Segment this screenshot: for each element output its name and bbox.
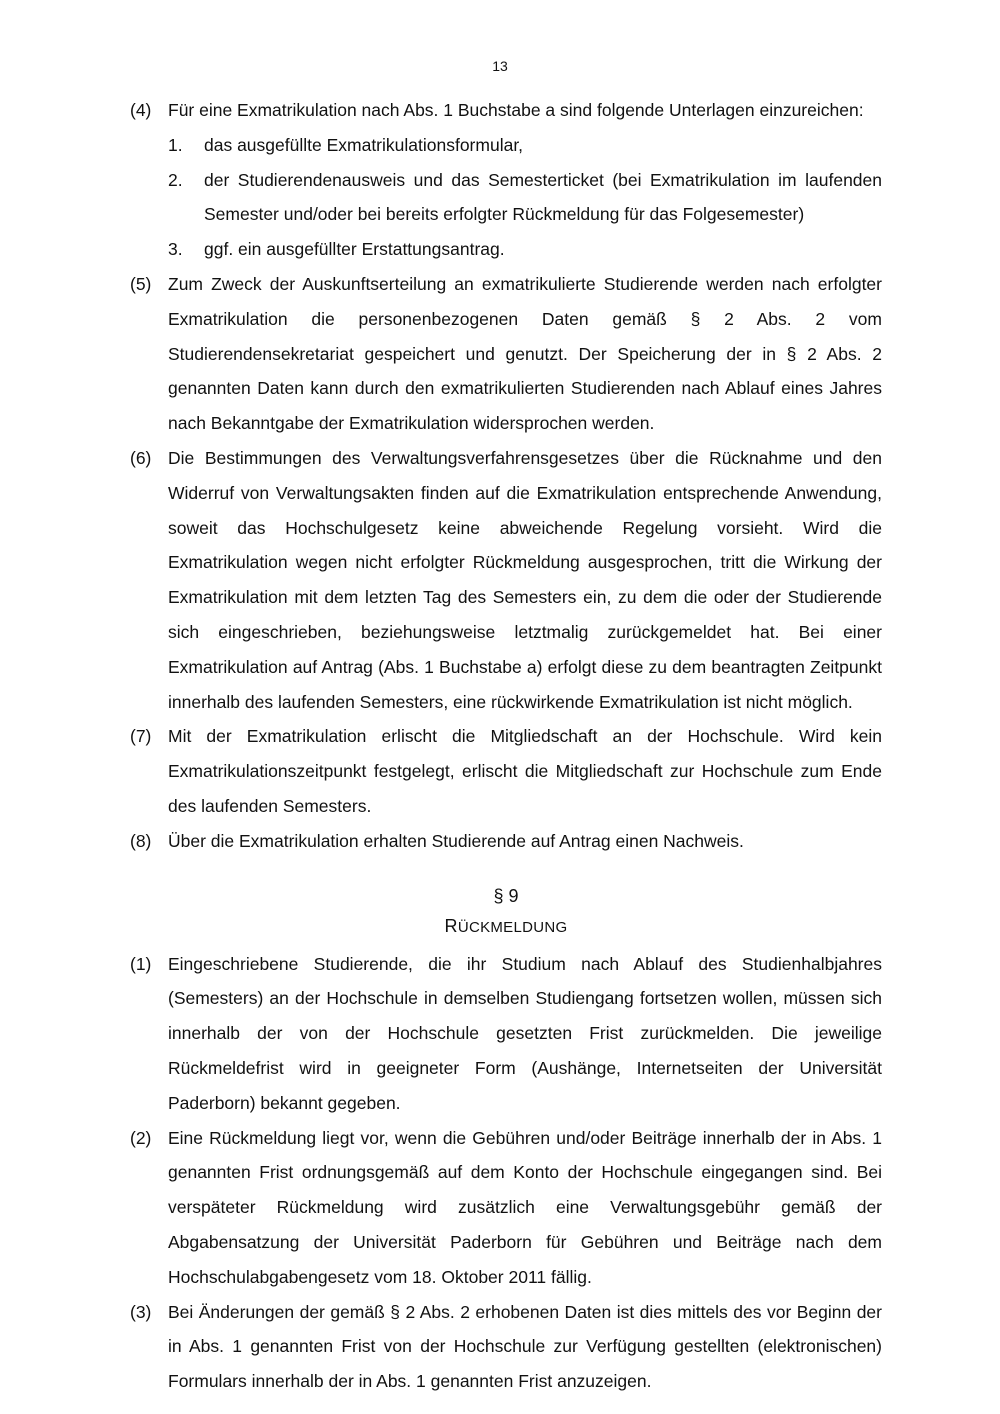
paragraph-text: Eingeschriebene Studierende, die ihr Studium nach Ablauf des Studienhalbjahres (Semesters) an der Hochschule in demselben Studiengang fortsetzen wollen, müssen sich innerhalb der von der Hochschule gesetzten Frist zurückmelden. Die jeweilige Rückmeldefrist wird in geeigneter Form (Aushänge, Internetseiten der Universität Paderborn) bekannt gegeben. <box>168 953 882 1113</box>
paragraph-number: (1) <box>130 953 152 974</box>
paragraph-9-2 <box>130 1121 882 1295</box>
list-item <box>168 232 882 267</box>
document-body <box>130 93 882 1399</box>
list-item-number: 2. <box>168 169 183 190</box>
paragraph-text: Mit der Exmatrikulation erlischt die Mitgliedschaft an der Hochschule. Wird kein Exmatrikulationszeitpunkt festgelegt, erlischt die Mitgliedschaft zur Hochschule zum Ende des laufenden Semesters. <box>168 726 882 816</box>
paragraph-number: (8) <box>130 830 152 851</box>
section-subtitle <box>130 911 882 943</box>
paragraph-text: Eine Rückmeldung liegt vor, wenn die Gebühren und/oder Beiträge innerhalb der in Abs. 1 genannten Frist ordnungsgemäß auf dem Konto der Hochschule eingegangen sind. Bei verspäteter Rückmeldung wird zusätzlich eine Verwaltungsgebühr gemäß der Abgabensatzung der Universität Paderborn für Gebühren und Beiträge nach dem Hochschulabgabengesetz vom 18. Oktober 2011 fällig. <box>168 1127 882 1287</box>
section-subtitle-initial: R <box>444 915 458 936</box>
section-title: § 9 <box>493 885 519 906</box>
paragraph-8-8 <box>130 824 882 859</box>
list-item-number: 3. <box>168 239 183 260</box>
page-number: 13 <box>492 58 508 74</box>
paragraph-number: (2) <box>130 1127 152 1148</box>
paragraph-text: Über die Exmatrikulation erhalten Studierende auf Antrag einen Nachweis. <box>168 830 744 851</box>
paragraph-text: Zum Zweck der Auskunftserteilung an exmatrikulierte Studierende werden nach erfolgter Exmatrikulation die personenbezogenen Daten gemäß § 2 Abs. 2 vom Studierendensekretariat gespeichert und genutzt. Der Speicherung der in § 2 Abs. 2 genannten Daten kann durch den exmatrikulierten Studierenden nach Ablauf eines Jahres nach Bekanntgabe der Exmatrikulation widersprochen werden. <box>168 273 882 434</box>
list-item <box>168 128 882 163</box>
list-item-text: der Studierendenausweis und das Semesterticket (bei Exmatrikulation im laufenden Semester und/oder bei bereits erfolgter Rückmeldung für das Folgesemester) <box>204 169 882 225</box>
paragraph-8-6 <box>130 441 882 719</box>
section-subtitle-rest: ÜCKMELDUNG <box>457 918 568 936</box>
paragraph-8-7 <box>130 719 882 823</box>
list-item-number: 1. <box>168 134 183 155</box>
paragraph-text: Bei Änderungen der gemäß § 2 Abs. 2 erhobenen Daten ist dies mittels des vor Beginn der in Abs. 1 genannten Frist von der Hochschule zur Verfügung gestellten (elektronischen) Formulars innerhalb der in Abs. 1 genannten Frist anzuzeigen. <box>168 1301 882 1392</box>
paragraph-9-3 <box>130 1295 882 1399</box>
list-item-text: ggf. ein ausgefüllter Erstattungsantrag. <box>204 239 505 260</box>
paragraph-number: (3) <box>130 1301 152 1322</box>
paragraph-text: Für eine Exmatrikulation nach Abs. 1 Buchstabe a sind folgende Unterlagen einzureichen: <box>168 100 864 120</box>
list-item-text: das ausgefüllte Exmatrikulationsformular, <box>204 134 524 155</box>
paragraph-text: Die Bestimmungen des Verwaltungsverfahrensgesetzes über die Rücknahme und den Widerruf von Verwaltungsakten finden auf die Exmatrikulation entsprechende Anwendung, soweit das Hochschulgesetz keine abweichende Regelung vorsieht. Wird die Exmatrikulation wegen nicht erfolgter Rückmeldung ausgesprochen, tritt die Wirkung der Exmatrikulation mit dem letzten Tag des Semesters ein, zu dem die oder der Studierende sich eingeschrieben, beziehungsweise letztmalig zurückgemeldet hat. Bei einer Exmatrikulation auf Antrag (Abs. 1 Buchstabe a) erfolgt diese zu dem beantragten Zeitpunkt innerhalb des laufenden Semesters, eine rückwirkende Exmatrikulation ist nicht möglich. <box>168 447 882 712</box>
paragraph-8-5 <box>130 267 882 441</box>
paragraph-number: (7) <box>130 726 152 747</box>
paragraph-number: (5) <box>130 273 152 294</box>
paragraph-9-1 <box>130 947 882 1121</box>
list-item <box>168 163 882 233</box>
paragraph-number: (6) <box>130 447 152 468</box>
paragraph-8-4 <box>130 93 882 128</box>
paragraph-number: (4) <box>130 100 152 120</box>
